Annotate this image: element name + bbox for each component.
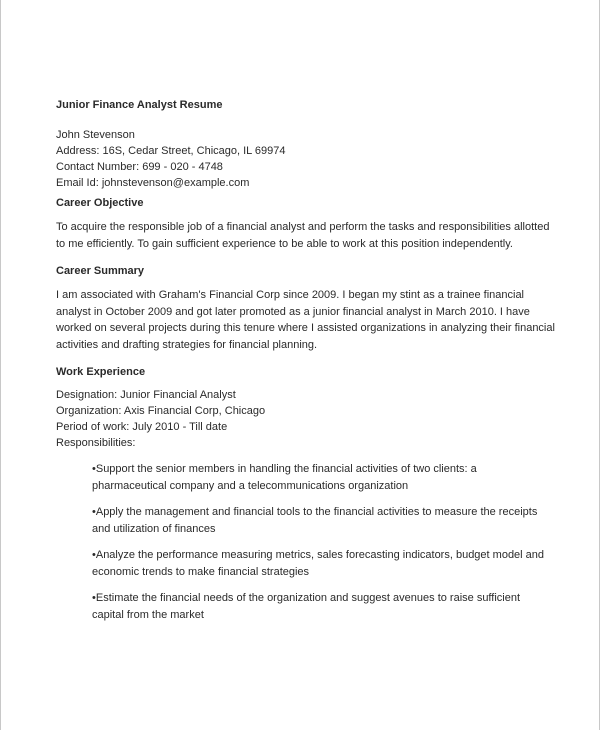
resume-title: Junior Finance Analyst Resume <box>56 99 223 111</box>
contact-phone: Contact Number: 699 - 020 - 4748 <box>56 161 223 173</box>
contact-address: Address: 16S, Cedar Street, Chicago, IL 69974 <box>56 145 286 157</box>
work-experience-details <box>56 387 556 451</box>
organization-line: Organization: Axis Financial Corp, Chicago <box>56 405 266 417</box>
designation-line: Designation: Junior Financial Analyst <box>56 389 236 401</box>
career-objective-heading: Career Objective <box>56 197 144 209</box>
page-border-left <box>0 0 1 730</box>
career-objective-text: To acquire the responsible job of a financial analyst and perform the tasks and responsibilities allotted to me efficiently. To gain sufficient experience to be able to work at this position independently. <box>56 221 550 250</box>
contact-block <box>56 127 556 191</box>
contact-email: Email Id: johnstevenson@example.com <box>56 177 250 189</box>
list-item: •Estimate the financial needs of the organization and suggest avenues to raise sufficient capital from the market <box>92 592 521 621</box>
list-item: •Analyze the performance measuring metrics, sales forecasting indicators, budget model and economic trends to make financial strategies <box>92 549 545 578</box>
period-line: Period of work: July 2010 - Till date <box>56 421 228 433</box>
list-item: •Apply the management and financial tools to the financial activities to measure the receipts and utilization of finances <box>92 506 538 535</box>
work-experience-heading: Work Experience <box>56 366 146 378</box>
career-summary-text: I am associated with Graham's Financial Corp since 2009. I began my stint as a trainee financial analyst in October 2009 and got later promoted as a junior financial analyst in March 2010. I have worked on several projects during this tenure where I assisted organizations in analyzing their financial activities and drafting strategies for financial planning. <box>56 289 555 351</box>
responsibilities-label: Responsibilities: <box>56 437 136 449</box>
contact-name: John Stevenson <box>56 129 135 141</box>
list-item: •Support the senior members in handling the financial activities of two clients: a pharmaceutical company and a telecommunications organization <box>92 463 477 492</box>
responsibilities-list <box>92 461 554 624</box>
resume-content <box>56 97 556 624</box>
career-summary-heading: Career Summary <box>56 265 145 277</box>
